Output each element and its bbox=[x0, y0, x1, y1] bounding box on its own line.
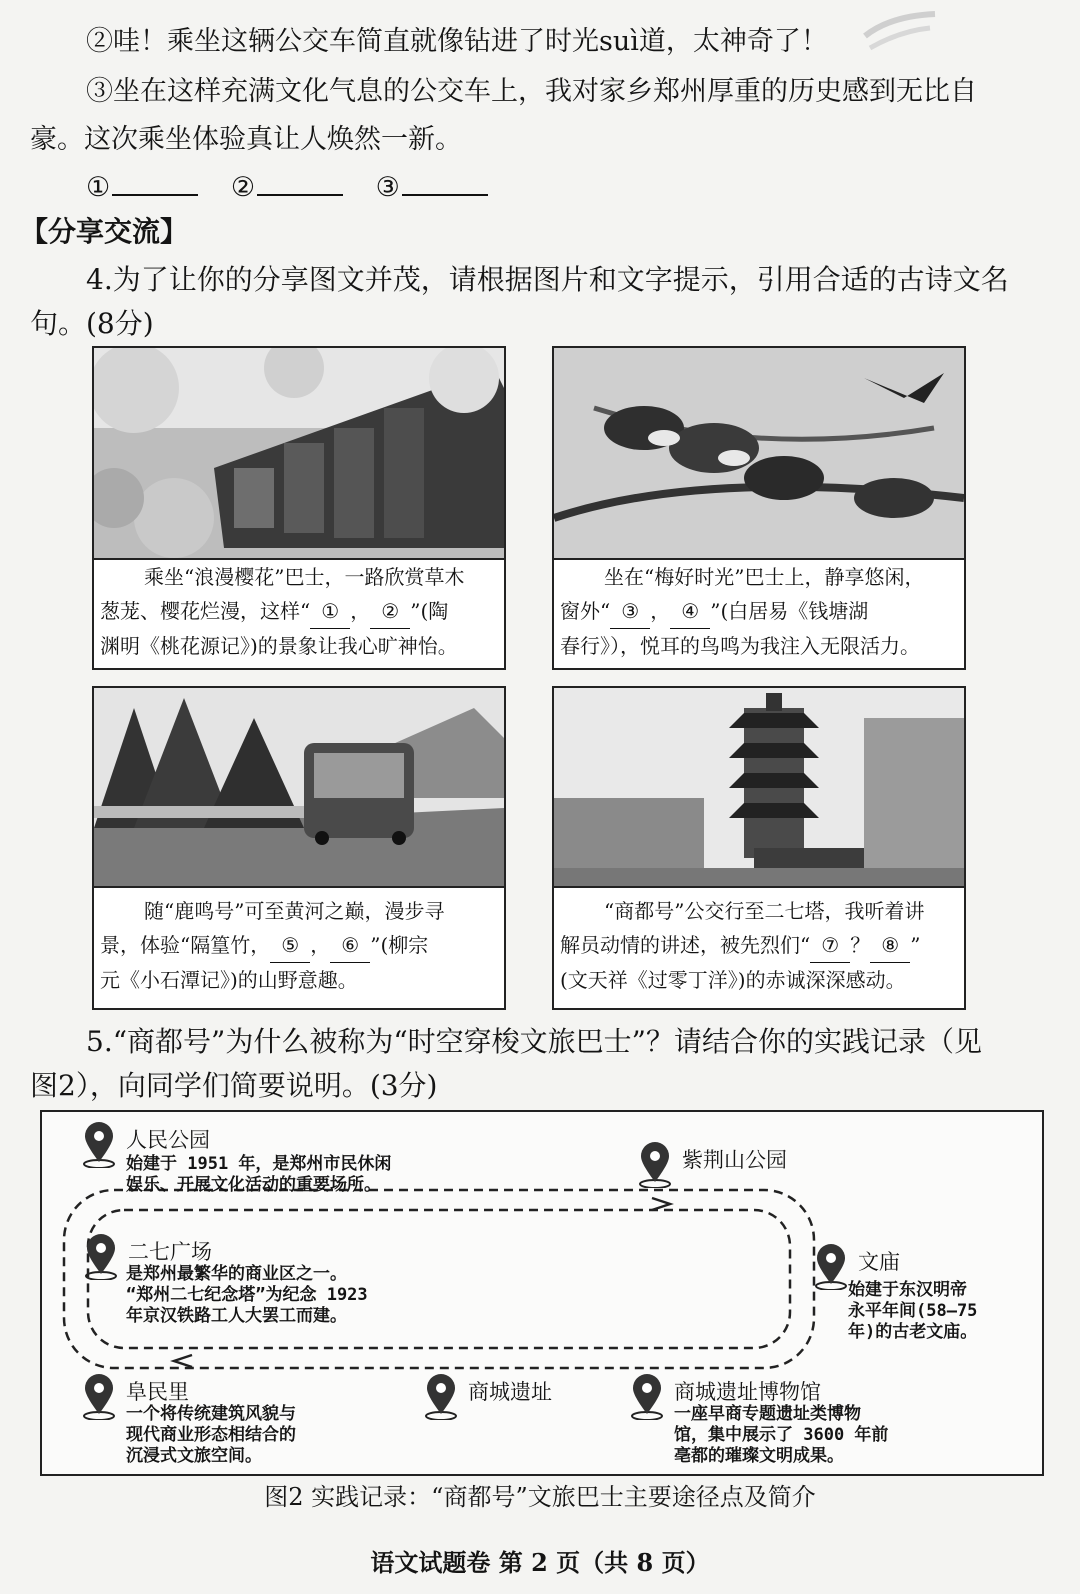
panel-forest-caption: 随“鹿鸣号”可至黄河之巅，漫步寻 景，体验“隔篁竹， ⑤ ， ⑥ ”(柳宗 元《小石潭记》)的山野意趣。 bbox=[100, 899, 445, 992]
desc-line: 亳都的璀璨文明成果。 bbox=[674, 1446, 844, 1466]
caption-line: 景，体验“隔篁竹， bbox=[100, 933, 271, 957]
caption-line: 乘坐“浪漫樱花”巴士，一路欣赏草木 bbox=[144, 565, 465, 589]
stop-name: 阜民里 bbox=[126, 1380, 189, 1404]
stop-name: 商城遗址博物馆 bbox=[674, 1380, 821, 1404]
stop-description bbox=[126, 1154, 391, 1196]
stop-name: 紫荆山公园 bbox=[682, 1148, 787, 1172]
figure-caption: 图2 实践记录：“商都号”文旅巴士主要途径点及简介 bbox=[264, 1483, 816, 1511]
answer-blank-1[interactable] bbox=[112, 168, 198, 196]
desc-line: 年)的古老文庙。 bbox=[848, 1322, 978, 1342]
question-5-line-2: 图2），向同学们简要说明。(3分) bbox=[30, 1069, 438, 1102]
caption-tail: ”(柳宗 bbox=[370, 933, 429, 957]
text-line-3-cont: 豪。这次乘坐体验真让人焕然一新。 bbox=[30, 124, 462, 155]
stop-name: 二七广场 bbox=[128, 1240, 212, 1264]
quote-blank-5[interactable]: ⑤ bbox=[270, 928, 310, 963]
question-4-line-1: 4.为了让你的分享图文并茂，请根据图片和文字提示，引用合适的古诗文名 bbox=[86, 263, 1009, 296]
text-line-3: ③坐在这样充满文化气息的公交车上，我对家乡郑州厚重的历史感到无比自 bbox=[86, 76, 977, 107]
desc-line: 永平年间(58—75 bbox=[848, 1301, 978, 1321]
desc-line: 始建于 1951 年，是郑州市民休闲 bbox=[126, 1154, 392, 1174]
location-pin-icon bbox=[424, 1374, 458, 1420]
route-figure bbox=[40, 1110, 1044, 1476]
answer-blank-3[interactable] bbox=[402, 168, 488, 196]
location-pin-icon bbox=[82, 1122, 116, 1168]
panel-forest-bus bbox=[92, 686, 506, 1010]
desc-line: 年京汉铁路工人大罢工而建。 bbox=[126, 1306, 347, 1326]
answer-blanks-row bbox=[86, 168, 512, 206]
desc-line: 馆，集中展示了 3600 年前 bbox=[674, 1425, 889, 1445]
quote-blank-8[interactable]: ⑧ bbox=[870, 928, 910, 963]
panel-swallows bbox=[552, 346, 966, 670]
answer-blank-2[interactable] bbox=[257, 168, 343, 196]
caption-line: 春行》），悦耳的鸟鸣为我注入无限活力。 bbox=[560, 634, 920, 658]
forest-bus-image bbox=[94, 688, 504, 888]
quote-blank-7[interactable]: ⑦ bbox=[810, 928, 850, 963]
panel-cherry-bus bbox=[92, 346, 506, 670]
question-4-line-2: 句。(8分) bbox=[30, 307, 154, 340]
blank-label-1: ① bbox=[86, 172, 111, 203]
caption-tail: ”(陶 bbox=[410, 599, 449, 623]
caption-line: 葱茏、樱花烂漫，这样“ bbox=[100, 599, 311, 623]
panel-cherry-caption: 乘坐“浪漫樱花”巴士，一路欣赏草木 葱茏、樱花烂漫，这样“ ① ， ② ”(陶 渊明《桃花源记》)的景象让我心旷神怡。 bbox=[100, 565, 465, 658]
stop-name: 文庙 bbox=[858, 1250, 900, 1274]
caption-line: 窗外“ bbox=[560, 599, 611, 623]
panel-swallows-caption: 坐在“梅好时光”巴士上，静享悠闲， 窗外“ ③ ， ④ ”(白居易《钱塘湖 春行》），悦耳的鸟鸣为我注入无限活力。 bbox=[560, 565, 925, 658]
caption-line: (文天祥《过零丁洋》)的赤诚深深感动。 bbox=[560, 968, 906, 992]
page-footer: 语文试题卷 第 2 页（共 8 页） bbox=[370, 1548, 710, 1577]
question-5-line-1: 5.“商都号”为什么被称为“时空穿梭文旅巴士”？请结合你的实践记录（见 bbox=[86, 1025, 982, 1058]
desc-line: “郑州二七纪念塔”为纪念 1923 bbox=[126, 1285, 368, 1305]
stop-description bbox=[848, 1280, 977, 1343]
stop-name: 商城遗址 bbox=[468, 1380, 552, 1404]
quote-blank-1[interactable]: ① bbox=[310, 594, 350, 629]
stop-description bbox=[126, 1404, 296, 1467]
section-heading: 【分享交流】 bbox=[20, 215, 189, 248]
desc-line: 现代商业形态相结合的 bbox=[126, 1425, 296, 1445]
stray-pen-mark bbox=[860, 6, 940, 56]
route-arrow-right bbox=[652, 1198, 670, 1210]
quote-blank-2[interactable]: ② bbox=[370, 594, 410, 629]
cherry-bus-image bbox=[94, 348, 504, 560]
blank-label-2: ② bbox=[230, 172, 256, 203]
blank-label-3: ③ bbox=[375, 172, 400, 203]
caption-line: 坐在“梅好时光”巴士上，静享悠闲， bbox=[604, 565, 925, 589]
quote-blank-4[interactable]: ④ bbox=[670, 594, 710, 629]
location-pin-icon bbox=[84, 1234, 118, 1280]
route-arrow-left bbox=[174, 1355, 192, 1367]
desc-line: 沉浸式文旅空间。 bbox=[126, 1446, 262, 1466]
quote-blank-6[interactable]: ⑥ bbox=[330, 928, 370, 963]
desc-line: 一个将传统建筑风貌与 bbox=[126, 1404, 296, 1424]
swallows-image bbox=[554, 348, 964, 560]
desc-line: 一座早商专题遗址类博物 bbox=[674, 1404, 861, 1424]
caption-line: 解员动情的讲述，被先烈们“ bbox=[560, 933, 811, 957]
desc-line: 娱乐、开展文化活动的重要场所。 bbox=[126, 1175, 381, 1195]
quote-blank-3[interactable]: ③ bbox=[610, 594, 650, 629]
location-pin-icon bbox=[82, 1374, 116, 1420]
stop-name: 人民公园 bbox=[126, 1128, 210, 1152]
caption-line: 渊明《桃花源记》)的景象让我心旷神怡。 bbox=[100, 634, 458, 658]
panel-erqi-caption: “商都号”公交行至二七塔，我听着讲 解员动情的讲述，被先烈们“ ⑦ ？ ⑧ ” (文天祥《过零丁洋》)的赤诚深深感动。 bbox=[560, 899, 925, 992]
caption-line: 元《小石潭记》)的山野意趣。 bbox=[100, 968, 358, 992]
stop-description bbox=[126, 1264, 368, 1327]
desc-line: 始建于东汉明帝 bbox=[848, 1280, 967, 1300]
location-pin-icon bbox=[638, 1142, 672, 1188]
desc-line: 是郑州最繁华的商业区之一。 bbox=[126, 1264, 347, 1284]
panel-erqi-tower bbox=[552, 686, 966, 1010]
location-pin-icon bbox=[630, 1374, 664, 1420]
text-line-2: ②哇！乘坐这辆公交车简直就像钻进了时光suì道，太神奇了！ bbox=[86, 26, 828, 57]
erqi-tower-image bbox=[554, 688, 964, 888]
caption-line: 随“鹿鸣号”可至黄河之巅，漫步寻 bbox=[144, 899, 445, 923]
caption-tail: ” bbox=[910, 933, 921, 957]
caption-line: “商都号”公交行至二七塔，我听着讲 bbox=[604, 899, 925, 923]
stop-description bbox=[674, 1404, 888, 1467]
location-pin-icon bbox=[814, 1244, 848, 1290]
caption-tail: ”(白居易《钱塘湖 bbox=[710, 599, 869, 623]
